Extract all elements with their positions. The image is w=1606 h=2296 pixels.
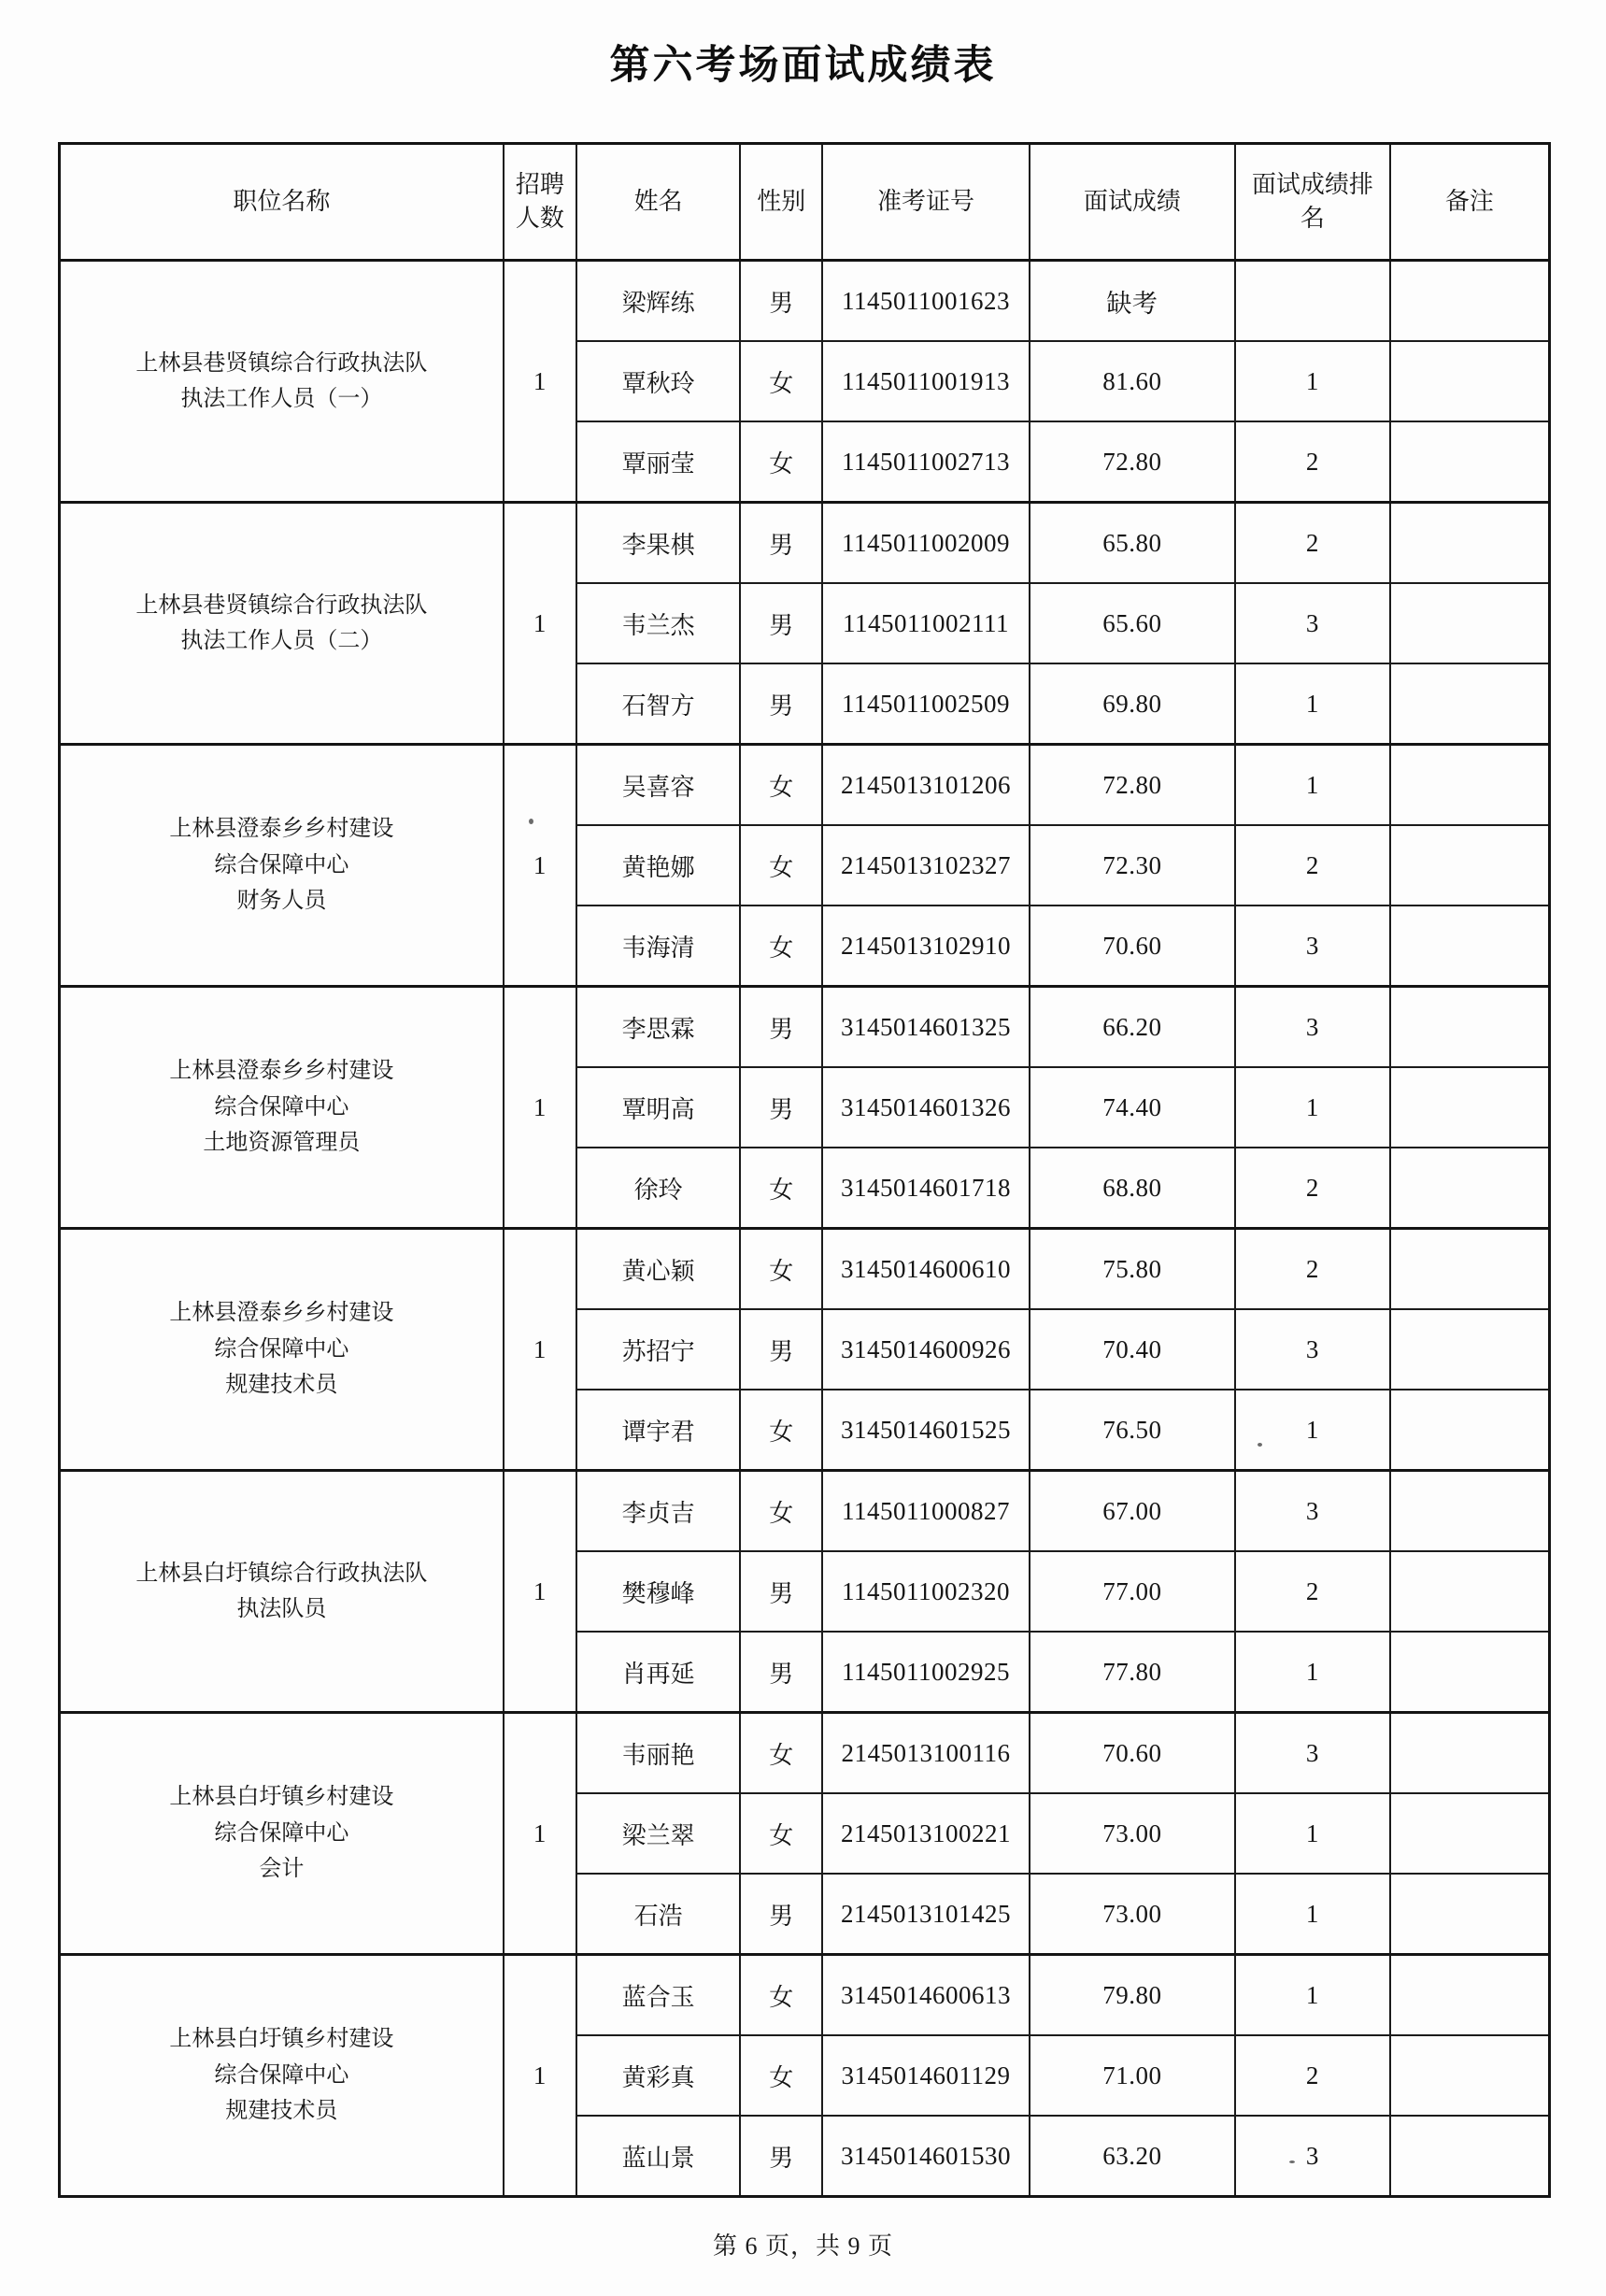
gender-cell: 女 [740,2035,822,2116]
rank-cell: 2 [1235,1148,1390,1229]
score-cell: 77.80 [1030,1632,1235,1713]
column-header-score: 面试成绩 [1030,144,1235,261]
position-line: 规建技术员 [225,2099,338,2124]
position-line: 上林县白圩镇乡村建设 [169,1785,394,1810]
score-cell: 70.60 [1030,1713,1235,1794]
exam-number-cell: 2145013102327 [822,825,1030,906]
table-row [60,1229,1550,1310]
exam-number-cell: 3145014601129 [822,2035,1030,2116]
rank-cell: 3 [1235,987,1390,1068]
position-line: 上林县澄泰乡乡村建设 [169,1301,394,1326]
scan-speckle [529,819,533,824]
position-line: 上林县白圩镇乡村建设 [169,2027,394,2052]
recruit-count-cell: 1 [504,987,576,1229]
exam-number-cell: 3145014601326 [822,1067,1030,1148]
exam-number-cell: 3145014600926 [822,1309,1030,1390]
gender-cell: 女 [740,1471,822,1552]
score-cell: 65.60 [1030,583,1235,663]
score-cell: 72.80 [1030,745,1235,826]
table-body [60,261,1550,2197]
remark-cell [1390,583,1550,663]
table-row [60,987,1550,1068]
position-line: 综合保障中心 [214,1094,349,1119]
column-header-recruit-count: 招聘人数 [504,144,576,261]
rank-cell: 1 [1235,1067,1390,1148]
remark-cell [1390,987,1550,1068]
candidate-name-cell: 肖再延 [576,1632,740,1713]
table-row [60,1713,1550,1794]
position-line: 综合保障中心 [214,1820,349,1846]
gender-cell: 女 [740,421,822,503]
score-cell: 63.20 [1030,2116,1235,2197]
gender-cell: 女 [740,825,822,906]
gender-cell: 女 [740,1793,822,1874]
position-line: 上林县巷贤镇综合行政执法队 [135,592,428,618]
exam-number-cell: 3145014600610 [822,1229,1030,1310]
score-cell: 缺考 [1030,261,1235,342]
score-cell: 70.60 [1030,906,1235,987]
recruit-count-cell: 1 [504,1471,576,1713]
rank-cell: 2 [1235,2035,1390,2116]
rank-cell: 2 [1235,503,1390,584]
exam-number-cell: 1145011002925 [822,1632,1030,1713]
candidate-name-cell: 樊穆峰 [576,1551,740,1632]
candidate-name-cell: 黄彩真 [576,2035,740,2116]
gender-cell: 男 [740,503,822,584]
table-header [60,144,1550,261]
gender-cell: 男 [740,1067,822,1148]
score-cell: 75.80 [1030,1229,1235,1310]
candidate-name-cell: 韦海清 [576,906,740,987]
score-cell: 72.30 [1030,825,1235,906]
candidate-name-cell: 覃明高 [576,1067,740,1148]
gender-cell: 男 [740,583,822,663]
header-row [60,144,1550,261]
remark-cell [1390,1632,1550,1713]
gender-cell: 男 [740,987,822,1068]
candidate-name-cell: 梁兰翠 [576,1793,740,1874]
score-cell: 66.20 [1030,987,1235,1068]
score-cell: 79.80 [1030,1955,1235,2036]
remark-cell [1390,2035,1550,2116]
table-row [60,503,1550,584]
rank-cell: 1 [1235,1390,1390,1471]
exam-number-cell: 1145011002320 [822,1551,1030,1632]
recruit-count-cell: 1 [504,1713,576,1955]
exam-number-cell: 3145014601530 [822,2116,1030,2197]
rank-cell: 3 [1235,906,1390,987]
position-cell [60,1955,504,2197]
score-cell: 67.00 [1030,1471,1235,1552]
candidate-name-cell: 梁辉练 [576,261,740,342]
rank-cell: 2 [1235,1229,1390,1310]
scan-speckle [1258,1443,1262,1447]
exam-number-cell: 3145014601325 [822,987,1030,1068]
position-line: 土地资源管理员 [203,1131,361,1156]
exam-number-cell: 2145013101206 [822,745,1030,826]
gender-cell: 女 [740,341,822,421]
candidate-name-cell: 苏招宁 [576,1309,740,1390]
column-header-exam-number: 准考证号 [822,144,1030,261]
rank-cell: 3 [1235,583,1390,663]
position-line: 上林县巷贤镇综合行政执法队 [135,350,428,376]
remark-cell [1390,1390,1550,1471]
rank-cell: 3 [1235,1309,1390,1390]
rank-cell: 1 [1235,341,1390,421]
remark-cell [1390,1955,1550,2036]
rank-cell: 2 [1235,421,1390,503]
remark-cell [1390,1713,1550,1794]
score-cell: 71.00 [1030,2035,1235,2116]
rank-cell: 1 [1235,1632,1390,1713]
position-cell [60,503,504,745]
rank-cell: 1 [1235,1793,1390,1874]
table-row [60,745,1550,826]
position-cell [60,1471,504,1713]
remark-cell [1390,745,1550,826]
candidate-name-cell: 徐玲 [576,1148,740,1229]
gender-cell: 女 [740,906,822,987]
score-cell: 74.40 [1030,1067,1235,1148]
exam-number-cell: 1145011000827 [822,1471,1030,1552]
column-header-rank: 面试成绩排名 [1235,144,1390,261]
rank-cell: 3 [1235,1471,1390,1552]
position-line: 上林县澄泰乡乡村建设 [169,817,394,842]
position-line: 执法队员 [236,1597,327,1621]
exam-number-cell: 1145011002111 [822,583,1030,663]
scan-speckle [1289,2161,1295,2163]
exam-number-cell: 1145011002509 [822,663,1030,745]
position-cell [60,261,504,503]
gender-cell: 女 [740,1713,822,1794]
exam-number-cell: 3145014600613 [822,1955,1030,2036]
candidate-name-cell: 蓝合玉 [576,1955,740,2036]
gender-cell: 女 [740,1390,822,1471]
position-line: 综合保障中心 [214,852,349,877]
recruit-count-cell: 1 [504,1229,576,1471]
exam-number-cell: 2145013102910 [822,906,1030,987]
position-line: 财务人员 [236,889,327,914]
exam-number-cell: 1145011001913 [822,341,1030,421]
rank-cell: 1 [1235,1874,1390,1955]
candidate-name-cell: 吴喜容 [576,745,740,826]
remark-cell [1390,1471,1550,1552]
exam-number-cell: 2145013100221 [822,1793,1030,1874]
column-header-remark: 备注 [1390,144,1550,261]
gender-cell: 男 [740,1309,822,1390]
exam-number-cell: 2145013100116 [822,1713,1030,1794]
remark-cell [1390,1067,1550,1148]
position-cell [60,1713,504,1955]
remark-cell [1390,2116,1550,2197]
position-line: 上林县澄泰乡乡村建设 [169,1059,394,1084]
candidate-name-cell: 李贞吉 [576,1471,740,1552]
remark-cell [1390,1229,1550,1310]
candidate-name-cell: 黄艳娜 [576,825,740,906]
exam-number-cell: 3145014601525 [822,1390,1030,1471]
position-line: 规建技术员 [225,1373,338,1398]
gender-cell: 女 [740,1955,822,2036]
candidate-name-cell: 李果棋 [576,503,740,584]
position-line: 综合保障中心 [214,1336,349,1362]
exam-number-cell: 1145011001623 [822,261,1030,342]
candidate-name-cell: 李思霖 [576,987,740,1068]
score-cell: 69.80 [1030,663,1235,745]
rank-cell: 1 [1235,1955,1390,2036]
remark-cell [1390,421,1550,503]
exam-number-cell: 1145011002009 [822,503,1030,584]
remark-cell [1390,261,1550,342]
column-header-name: 姓名 [576,144,740,261]
candidate-name-cell: 黄心颖 [576,1229,740,1310]
gender-cell: 男 [740,261,822,342]
exam-number-cell: 1145011002713 [822,421,1030,503]
gender-cell: 男 [740,1632,822,1713]
table-row [60,261,1550,342]
score-cell: 70.40 [1030,1309,1235,1390]
remark-cell [1390,1874,1550,1955]
position-line: 执法工作人员（一） [180,387,383,411]
candidate-name-cell: 蓝山景 [576,2116,740,2197]
page-footer: 第 6 页，共 9 页 [712,2232,893,2260]
position-line: 执法工作人员（二） [180,629,383,653]
gender-cell: 女 [740,745,822,826]
remark-cell [1390,1793,1550,1874]
exam-number-cell: 2145013101425 [822,1874,1030,1955]
rank-cell [1235,261,1390,342]
remark-cell [1390,1309,1550,1390]
score-cell: 81.60 [1030,341,1235,421]
candidate-name-cell: 石智方 [576,663,740,745]
position-line: 综合保障中心 [214,2062,349,2088]
gender-cell: 男 [740,1551,822,1632]
score-cell: 72.80 [1030,421,1235,503]
candidate-name-cell: 覃丽莹 [576,421,740,503]
remark-cell [1390,503,1550,584]
gender-cell: 女 [740,1229,822,1310]
remark-cell [1390,1148,1550,1229]
table-row [60,1955,1550,2036]
score-cell: 68.80 [1030,1148,1235,1229]
candidate-name-cell: 谭宇君 [576,1390,740,1471]
score-table [58,142,1551,2198]
column-header-position: 职位名称 [60,144,504,261]
score-cell: 73.00 [1030,1874,1235,1955]
candidate-name-cell: 覃秋玲 [576,341,740,421]
rank-cell: 1 [1235,745,1390,826]
rank-cell: 3 [1235,2116,1390,2197]
rank-cell: 1 [1235,663,1390,745]
gender-cell: 男 [740,2116,822,2197]
remark-cell [1390,825,1550,906]
position-cell [60,1229,504,1471]
recruit-count-cell: 1 [504,745,576,987]
score-cell: 77.00 [1030,1551,1235,1632]
candidate-name-cell: 韦兰杰 [576,583,740,663]
recruit-count-cell: 1 [504,503,576,745]
score-cell: 76.50 [1030,1390,1235,1471]
remark-cell [1390,906,1550,987]
exam-number-cell: 3145014601718 [822,1148,1030,1229]
position-line: 上林县白圩镇综合行政执法队 [135,1561,428,1586]
position-cell [60,745,504,987]
rank-cell: 2 [1235,825,1390,906]
remark-cell [1390,341,1550,421]
gender-cell: 男 [740,1874,822,1955]
page-title: 第六考场面试成绩表 [609,43,997,88]
recruit-count-cell: 1 [504,1955,576,2197]
candidate-name-cell: 石浩 [576,1874,740,1955]
score-cell: 65.80 [1030,503,1235,584]
gender-cell: 男 [740,663,822,745]
rank-cell: 2 [1235,1551,1390,1632]
rank-cell: 3 [1235,1713,1390,1794]
column-header-gender: 性别 [740,144,822,261]
gender-cell: 女 [740,1148,822,1229]
table-row [60,1471,1550,1552]
score-cell: 73.00 [1030,1793,1235,1874]
remark-cell [1390,1551,1550,1632]
recruit-count-cell: 1 [504,261,576,503]
remark-cell [1390,663,1550,745]
candidate-name-cell: 韦丽艳 [576,1713,740,1794]
position-cell [60,987,504,1229]
position-line: 会计 [259,1857,305,1882]
